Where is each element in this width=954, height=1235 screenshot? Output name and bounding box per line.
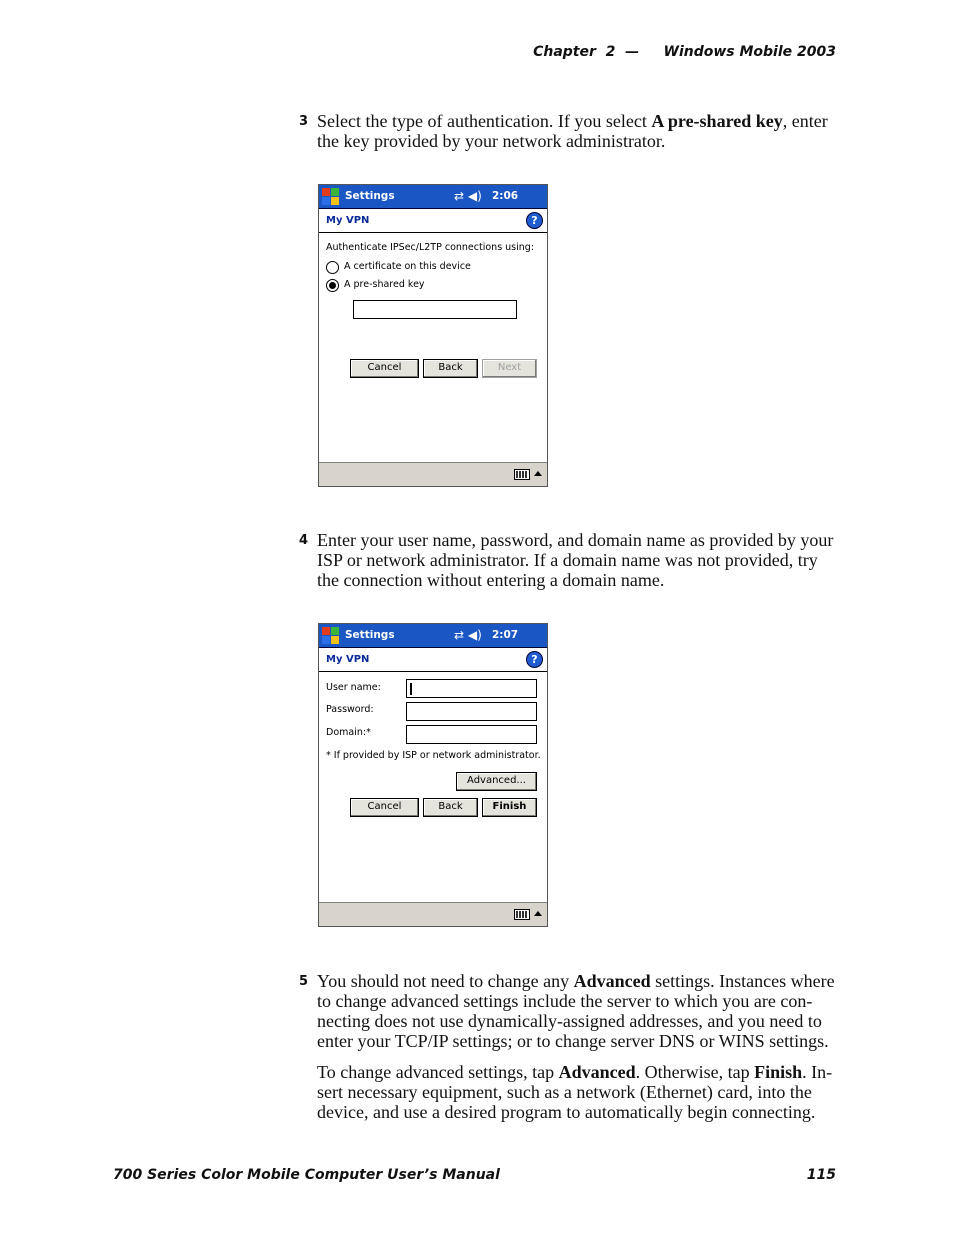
step-text: You should not need to change any xyxy=(317,971,574,991)
title-bar xyxy=(319,185,547,209)
app-title: Settings xyxy=(345,190,395,202)
para-bold: Finish xyxy=(754,1062,803,1082)
password-input[interactable] xyxy=(406,702,537,721)
username-input[interactable] xyxy=(406,679,537,698)
help-icon[interactable]: ? xyxy=(526,212,543,229)
clock[interactable]: 2:07 xyxy=(492,629,519,641)
step-text: settings. Instances where to change advanced settings include the server to which you are con-necting does not use dynamically-assigned addresses, and you need to enter your TCP/IP settings; or to change server DNS or WINS settings. xyxy=(317,971,835,1051)
start-menu-icon[interactable] xyxy=(322,627,340,645)
screenshot-vpn-auth xyxy=(318,184,548,487)
step-bold: Advanced xyxy=(573,971,651,991)
auth-prompt: Authenticate IPSec/L2TP connections using: xyxy=(326,242,535,253)
domain-note: * If provided by ISP or network administrator. xyxy=(326,750,541,761)
para-text: To change advanced settings, tap xyxy=(317,1062,559,1082)
step-number: 3 xyxy=(299,114,309,129)
paragraph-advanced xyxy=(317,1062,842,1122)
back-button[interactable]: Back xyxy=(423,359,478,378)
connectivity-volume-icon[interactable]: ⇄ ◀) xyxy=(454,628,482,642)
screenshot-vpn-credentials xyxy=(318,623,548,927)
cancel-button[interactable]: Cancel xyxy=(350,359,419,378)
keyboard-icon[interactable] xyxy=(514,909,530,920)
footer-title: 700 Series Color Mobile Computer User’s Manual xyxy=(113,1167,500,1183)
finish-button[interactable]: Finish xyxy=(482,798,537,817)
back-button[interactable]: Back xyxy=(423,798,478,817)
cancel-button[interactable]: Cancel xyxy=(350,798,419,817)
clock[interactable]: 2:06 xyxy=(492,190,519,202)
app-title: Settings xyxy=(345,629,395,641)
step-number: 4 xyxy=(299,533,309,548)
section-title: Windows Mobile 2003 xyxy=(663,44,836,60)
running-header xyxy=(533,44,836,60)
radio-preshared-key[interactable] xyxy=(326,279,339,292)
para-text: . Otherwise, tap xyxy=(635,1062,755,1082)
page-title: My VPN xyxy=(326,215,370,226)
step-text: Enter your user name, password, and domain name as provided by your ISP or network administrator. If a domain name was not provided, try the connection without entering a domain name. xyxy=(317,530,834,590)
step-bold: A pre-shared key xyxy=(651,111,783,131)
preshared-key-input[interactable] xyxy=(353,300,517,319)
step-4 xyxy=(299,530,842,590)
connectivity-volume-icon[interactable]: ⇄ ◀) xyxy=(454,189,482,203)
step-text: Select the type of authentication. If you select xyxy=(317,111,652,131)
domain-label: Domain:* xyxy=(326,727,371,738)
help-icon[interactable]: ? xyxy=(526,651,543,668)
domain-input[interactable] xyxy=(406,725,537,744)
step-5 xyxy=(299,971,842,1051)
menu-bar xyxy=(319,462,547,486)
next-button[interactable]: Next xyxy=(482,359,537,378)
sip-arrow-icon[interactable] xyxy=(534,471,542,476)
subtitle-bar xyxy=(319,648,547,672)
para-text: . In-sert necessary equipment, such as a network (Ethernet) card, into the device, and use a desired program to automatically begin connecting. xyxy=(317,1062,833,1122)
menu-bar xyxy=(319,902,547,926)
title-bar xyxy=(319,624,547,648)
chapter-label: Chapter 2 — xyxy=(533,44,640,60)
password-label: Password: xyxy=(326,704,374,715)
sip-arrow-icon[interactable] xyxy=(534,911,542,916)
username-label: User name: xyxy=(326,682,381,693)
radio-preshared-label: A pre-shared key xyxy=(344,279,425,290)
page-number: 115 xyxy=(806,1167,836,1183)
page-title: My VPN xyxy=(326,654,370,665)
subtitle-bar xyxy=(319,209,547,233)
advanced-button[interactable]: Advanced... xyxy=(456,772,537,791)
radio-certificate-label: A certificate on this device xyxy=(344,261,471,272)
para-bold: Advanced xyxy=(558,1062,636,1082)
keyboard-icon[interactable] xyxy=(514,469,530,480)
start-menu-icon[interactable] xyxy=(322,188,340,206)
radio-certificate[interactable] xyxy=(326,261,339,274)
step-3 xyxy=(299,111,842,151)
step-text: , enter the key provided by your network administrator. xyxy=(317,111,828,151)
step-number: 5 xyxy=(299,974,309,989)
